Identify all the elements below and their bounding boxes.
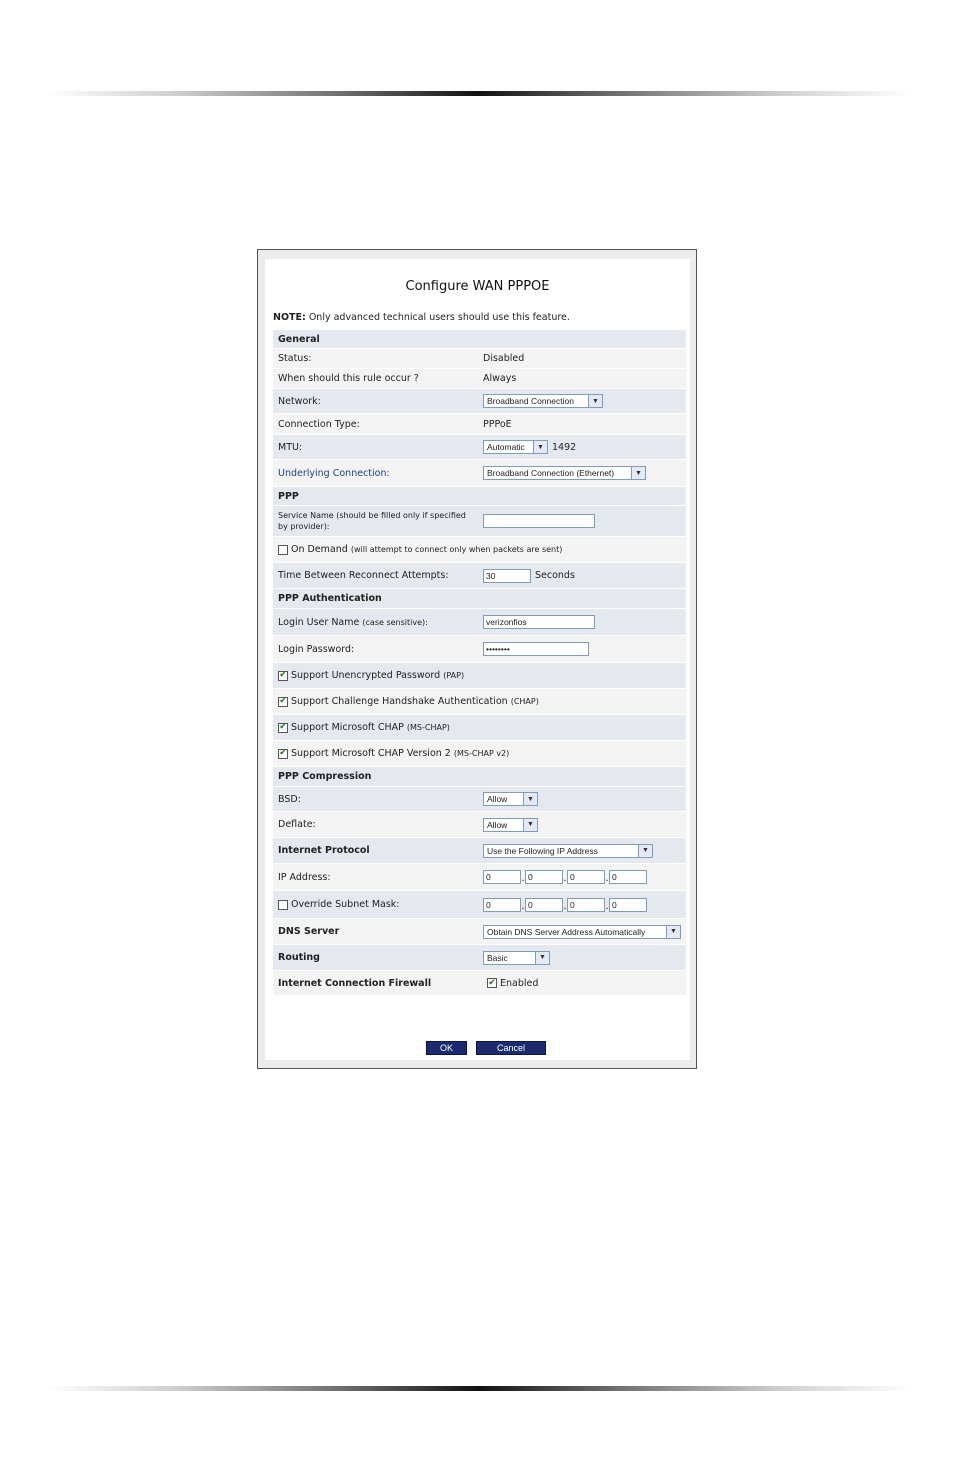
ip-octet-2[interactable]: 0: [525, 870, 563, 884]
rule-value: Always: [483, 373, 517, 384]
mschap2-note: (MS-CHAP v2): [453, 749, 510, 758]
mtu-row: [273, 435, 686, 460]
status-label: Status:: [278, 353, 312, 364]
section-ppp-auth: [273, 589, 686, 609]
mschap-checkbox[interactable]: ✔: [279, 722, 287, 732]
on-demand-row: [273, 537, 686, 563]
user-label: Login User Name: [278, 616, 360, 628]
ip-octet-3[interactable]: 0: [567, 870, 605, 884]
deflate-select-value: Allow: [487, 819, 508, 830]
chap-note: (CHAP): [510, 697, 539, 706]
reconnect-input[interactable]: 30: [483, 569, 531, 583]
deflate-label: Deflate:: [278, 819, 316, 830]
note-body: Only advanced technical users should use this feature.: [305, 312, 570, 323]
cancel-button[interactable]: Cancel: [476, 1041, 546, 1055]
bottom-divider: [45, 1386, 911, 1391]
network-label: Network:: [278, 395, 321, 407]
firewall-checkbox[interactable]: ✔: [488, 977, 496, 988]
password-label: Login Password:: [278, 643, 355, 655]
dns-label: DNS Server: [278, 926, 340, 937]
note-text: [273, 312, 570, 323]
bsd-select-value: Allow: [487, 794, 508, 804]
mtu-label: MTU:: [278, 441, 303, 453]
routing-label: Routing: [278, 952, 320, 963]
network-row: [273, 389, 686, 414]
service-row: [273, 506, 686, 537]
pap-row: [273, 663, 686, 689]
status-row: [273, 349, 686, 369]
bsd-label: BSD:: [278, 793, 301, 805]
routing-select-value: Basic: [487, 952, 508, 963]
login-username-input[interactable]: verizonfios: [483, 615, 595, 629]
mschap2-checkbox[interactable]: ✔: [279, 748, 287, 758]
user-row: [273, 609, 686, 636]
underlying-select-value: Broadband Connection (Ethernet): [487, 468, 615, 478]
protocol-label: Internet Protocol: [278, 845, 370, 856]
mtu-value: 1492: [552, 441, 577, 453]
mschap2-label: Support Microsoft CHAP Version 2: [291, 748, 451, 759]
protocol-select-value: Use the Following IP Address: [487, 845, 598, 856]
status-value: Disabled: [483, 353, 525, 364]
ok-button[interactable]: OK: [426, 1041, 467, 1055]
pap-label: Support Unencrypted Password: [291, 670, 441, 681]
pap-note: (PAP): [443, 671, 465, 680]
section-ppp-compression: [273, 767, 686, 787]
protocol-row: [273, 838, 686, 864]
chevron-down-icon: ▼: [638, 845, 652, 857]
protocol-select[interactable]: [483, 844, 653, 858]
settings-table: [273, 330, 686, 996]
config-panel: [265, 259, 690, 1060]
mschap2-row: [273, 741, 686, 767]
subnet-row: [273, 891, 686, 919]
network-select[interactable]: [483, 394, 603, 408]
mask-octet-4[interactable]: 0: [609, 898, 647, 912]
underlying-label: Underlying Connection:: [278, 467, 390, 479]
subnet-group: 0 . 0 . 0 . 0: [483, 898, 647, 912]
page-title: Configure WAN PPPOE: [405, 279, 550, 294]
mschap-label: Support Microsoft CHAP: [291, 722, 404, 733]
ip-octet-1[interactable]: 0: [483, 870, 521, 884]
reconnect-label: Time Between Reconnect Attempts:: [278, 570, 449, 581]
chevron-down-icon: ▼: [631, 467, 645, 479]
routing-select[interactable]: [483, 951, 550, 965]
mschap-note: (MS-CHAP): [406, 723, 450, 732]
on-demand-label: On Demand: [291, 544, 348, 555]
ip-address-row: [273, 864, 686, 891]
conn-type-row: [273, 414, 686, 435]
firewall-value: Enabled: [500, 977, 539, 989]
chevron-down-icon: ▼: [535, 952, 549, 964]
reconnect-row: [273, 563, 686, 589]
chevron-down-icon: ▼: [523, 793, 537, 805]
chevron-down-icon: ▼: [666, 926, 680, 938]
chap-label: Support Challenge Handshake Authentication: [291, 696, 508, 707]
section-ppp-compression-label: PPP Compression: [278, 771, 372, 782]
mask-octet-2[interactable]: 0: [525, 898, 563, 912]
section-ppp-auth-label: PPP Authentication: [278, 593, 382, 604]
ip-address-group: 0 . 0 . 0 . 0: [483, 870, 647, 884]
subnet-label: Override Subnet Mask:: [291, 899, 400, 910]
conn-type-label: Connection Type:: [278, 418, 360, 430]
pap-checkbox[interactable]: ✔: [279, 670, 287, 680]
chevron-down-icon: ▼: [533, 441, 547, 453]
section-ppp-label: PPP: [278, 490, 299, 502]
network-select-value: Broadband Connection: [487, 396, 574, 406]
section-general: [273, 330, 686, 349]
section-general-label: General: [278, 333, 320, 345]
service-name-input[interactable]: [483, 514, 595, 528]
ip-octet-4[interactable]: 0: [609, 870, 647, 884]
on-demand-note: (will attempt to connect only when packets are sent): [350, 545, 563, 554]
user-note: (case sensitive):: [362, 617, 428, 627]
deflate-row: [273, 812, 686, 838]
mtu-select-value: Automatic: [487, 442, 525, 452]
section-ppp: [273, 487, 686, 506]
chap-checkbox[interactable]: ✔: [279, 696, 287, 706]
on-demand-checkbox[interactable]: [278, 545, 288, 555]
rule-label: When should this rule occur ?: [278, 373, 419, 384]
ip-address-label: IP Address:: [278, 871, 331, 883]
service-label: Service Name (should be filled only if specified by provider):: [278, 511, 466, 531]
chap-row: [273, 689, 686, 715]
mtu-select[interactable]: [483, 440, 548, 454]
bsd-select[interactable]: [483, 792, 538, 806]
dns-select[interactable]: [483, 925, 681, 939]
login-password-input[interactable]: ••••••••: [483, 642, 589, 656]
override-subnet-checkbox[interactable]: [278, 900, 288, 910]
password-row: [273, 636, 686, 663]
reconnect-unit: Seconds: [535, 570, 575, 581]
chevron-down-icon: ▼: [523, 819, 537, 831]
underlying-select[interactable]: [483, 466, 646, 480]
conn-type-value: PPPoE: [483, 418, 512, 430]
top-divider: [45, 91, 911, 96]
mschap-row: [273, 715, 686, 741]
screenshot-frame: [257, 249, 697, 1069]
rule-row: [273, 369, 686, 389]
firewall-row: [273, 971, 686, 996]
dns-row: [273, 919, 686, 945]
mask-octet-1[interactable]: 0: [483, 898, 521, 912]
bsd-row: [273, 787, 686, 812]
deflate-select[interactable]: [483, 818, 538, 832]
note-prefix: NOTE:: [273, 312, 306, 323]
mask-octet-3[interactable]: 0: [567, 898, 605, 912]
chevron-down-icon: ▼: [588, 395, 602, 407]
underlying-row: [273, 460, 686, 487]
dns-select-value: Obtain DNS Server Address Automatically: [487, 926, 646, 937]
firewall-label: Internet Connection Firewall: [278, 977, 432, 989]
routing-row: [273, 945, 686, 971]
